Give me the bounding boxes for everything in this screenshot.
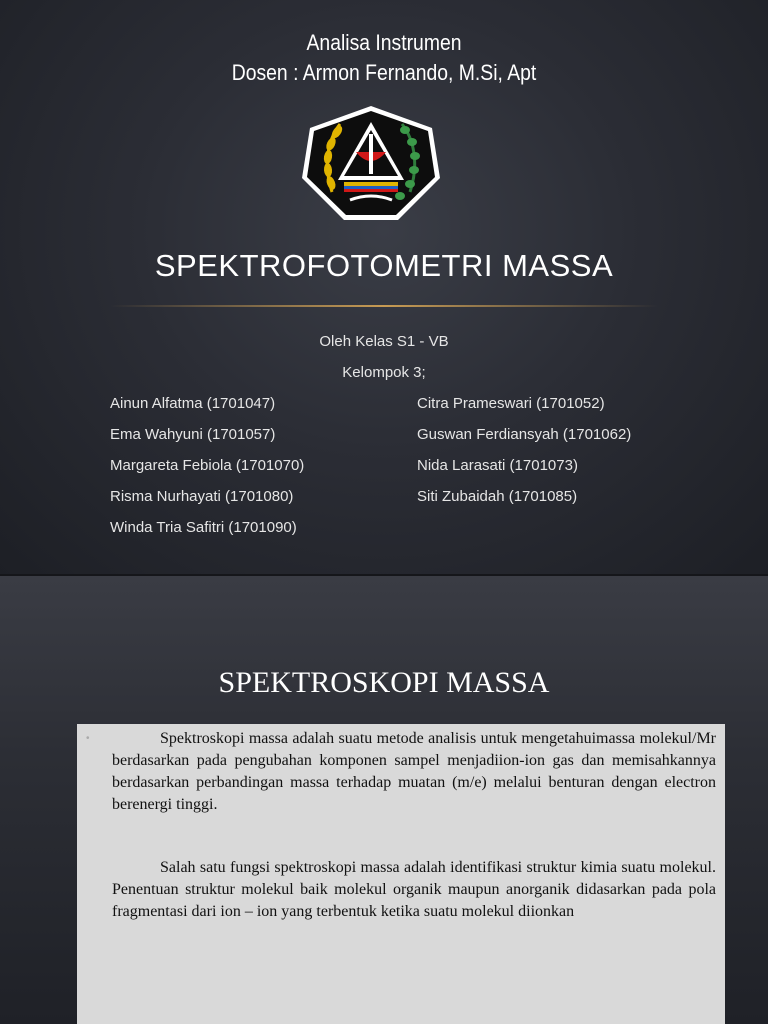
class-line: Oleh Kelas S1 - VB <box>319 333 449 350</box>
slide-title: SPEKTROSKOPI MASSA <box>218 666 550 699</box>
paragraph-definition: Spektroskopi massa adalah suatu metode analisis untuk mengetahuimassa molekul/Mr berdasarkan pada pengubahan komponen sampel menjadiion-ion gas dan memisahkannya berdasarkan perbandingan massa terhadap muatan (m/e) melalui benturan dengan electron berenergi tinggi. <box>112 730 716 813</box>
member-left: Winda Tria Safitri (1701090) <box>110 519 297 536</box>
member-left: Ainun Alfatma (1701047) <box>110 395 276 412</box>
group-line: Kelompok 3; <box>342 364 426 381</box>
paragraph-function: Salah satu fungsi spektroskopi massa adalah identifikasi struktur kimia suatu molekul. Penentuan struktur molekul baik molekul organik maupun anorganik didasarkan pada pola fragmentasi dari ion – ion yang terbentuk ketika suatu molekul diionkan <box>112 859 716 920</box>
university-logo-emblem <box>300 104 442 224</box>
member-left: Risma Nurhayati (1701080) <box>110 488 294 505</box>
member-right: Siti Zubaidah (1701085) <box>417 488 578 505</box>
bullet-marker: • <box>86 733 90 744</box>
lecturer-line: Dosen : Armon Fernando, M.Si, Apt <box>231 60 537 85</box>
member-left: Margareta Febiola (1701070) <box>110 457 305 474</box>
title-divider <box>110 305 658 307</box>
member-right: Guswan Ferdiansyah (1701062) <box>417 426 632 443</box>
presentation-title: SPEKTROFOTOMETRI MASSA <box>154 248 614 283</box>
member-right: Citra Prameswari (1701052) <box>417 395 605 412</box>
course-title: Analisa Instrumen <box>306 30 462 55</box>
member-left: Ema Wahyuni (1701057) <box>110 426 276 443</box>
member-right: Nida Larasati (1701073) <box>417 457 578 474</box>
